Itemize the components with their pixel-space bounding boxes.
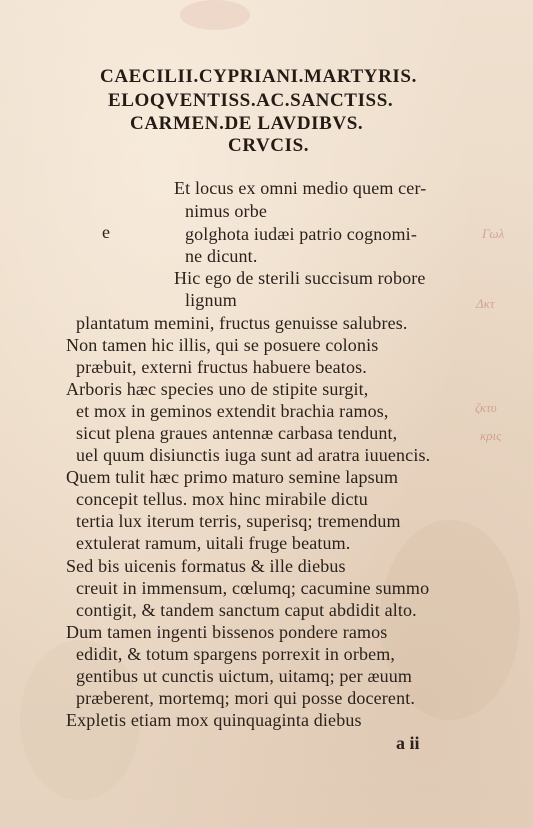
bleed-through-text: κρις bbox=[480, 428, 502, 443]
paper-stain bbox=[180, 0, 250, 30]
verse-line: concepit tellus. mox hinc mirabile dictu bbox=[76, 489, 368, 509]
guide-letter: e bbox=[102, 222, 110, 242]
verse-line: Hic ego de sterili succisum robore bbox=[174, 268, 426, 288]
title-line-2: ELOQVENTISS.AC.SANCTISS. bbox=[108, 90, 394, 111]
verse-line: Arboris hæc species uno de stipite surgit, bbox=[66, 379, 369, 399]
verse-line: Sed bis uicenis formatus & ille diebus bbox=[66, 556, 346, 576]
verse-line: golghota iudæi patrio cognomi- bbox=[185, 224, 417, 244]
verse-line: nimus orbe bbox=[185, 201, 267, 221]
bleed-through-text: Δκτ bbox=[476, 296, 495, 311]
verse-line: Non tamen hic illis, qui se posuere colonis bbox=[66, 335, 379, 355]
verse-line: ne dicunt. bbox=[185, 246, 258, 266]
verse-line: extulerat ramum, uitali fruge beatum. bbox=[76, 533, 351, 553]
verse-line: Dum tamen ingenti bissenos pondere ramos bbox=[66, 622, 388, 642]
verse-line: Expletis etiam mox quinquaginta diebus bbox=[66, 710, 362, 730]
title-line-3: CARMEN.DE LAVDIBVS. bbox=[130, 113, 364, 134]
verse-line: edidit, & totum spargens porrexit in orbem, bbox=[76, 644, 396, 664]
verse-line: et mox in geminos extendit brachia ramos, bbox=[76, 401, 389, 421]
title-line-1: CAECILII.CYPRIANI.MARTYRIS. bbox=[100, 66, 417, 87]
title-line-4: CRVCIS. bbox=[228, 135, 310, 156]
verse-line: uel quum disiunctis iuga sunt ad aratra iuuencis. bbox=[76, 445, 431, 465]
verse-line: Quem tulit hæc primo maturo semine lapsum bbox=[66, 467, 399, 487]
verse-line: contigit, & tandem sanctum caput abdidit alto. bbox=[76, 600, 417, 620]
verse-line: præbuit, externi fructus habuere beatos. bbox=[76, 357, 367, 377]
bleed-through-text: ζκτυ bbox=[475, 400, 497, 415]
verse-line: tertia lux iterum terris, superisq; tremendum bbox=[76, 511, 401, 531]
verse-line: sicut plena graues antennæ carbasa tendunt, bbox=[76, 423, 398, 443]
verse-line: lignum bbox=[185, 290, 237, 310]
bleed-through-text: Γωλ bbox=[482, 226, 505, 241]
verse-line: creuit in immensum, cœlumq; cacumine summo bbox=[76, 578, 430, 598]
verse-line: Et locus ex omni medio quem cer- bbox=[174, 178, 427, 198]
signature-mark: a ii bbox=[396, 733, 420, 753]
verse-line: plantatum memini, fructus genuisse salubres. bbox=[76, 313, 408, 333]
verse-line: gentibus ut cunctis uictum, uitamq; per æuum bbox=[76, 666, 413, 686]
verse-line: præberent, mortemq; mori qui posse docerent. bbox=[76, 688, 416, 708]
